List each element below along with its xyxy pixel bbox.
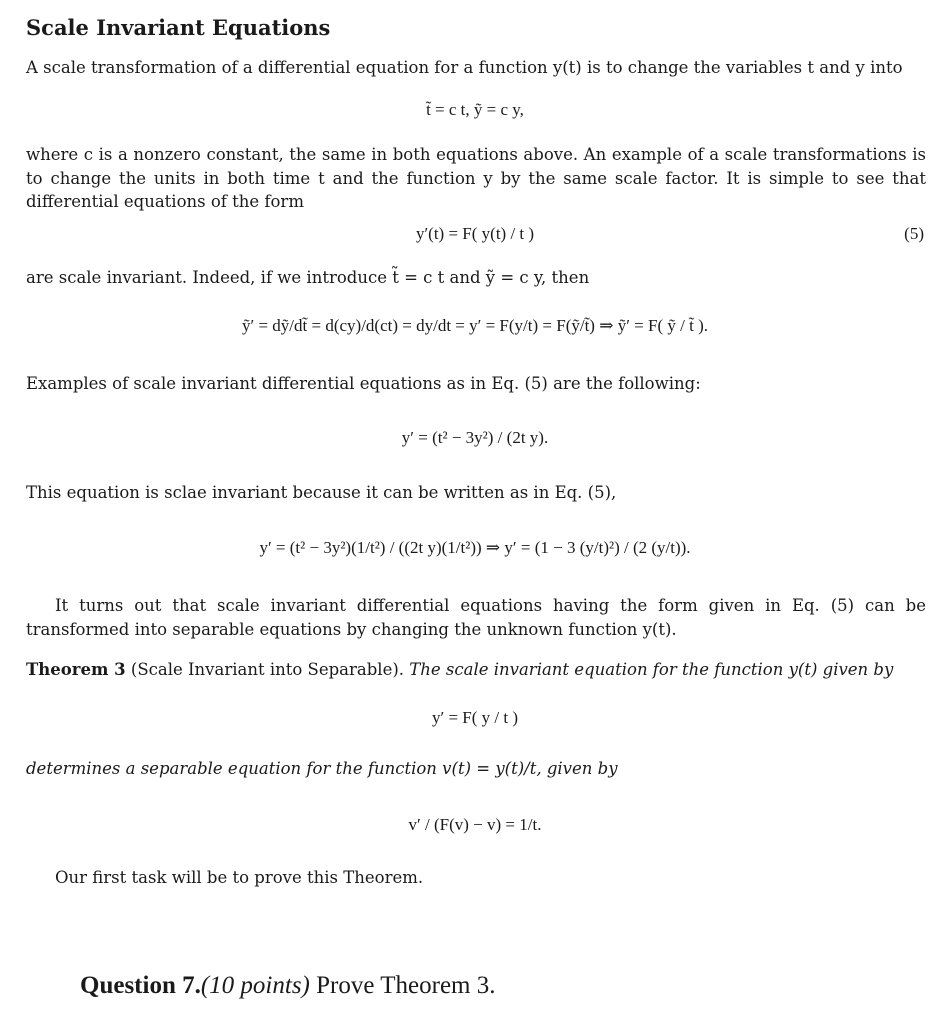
equation-separable: v′ / (F(v) − v) = 1/t.: [408, 815, 542, 834]
equation-number: (5): [904, 224, 924, 243]
equation-5: [26, 224, 924, 244]
intro-paragraph: A scale transformation of a differential equation for a function y(t) is to change the variables t and y into: [26, 58, 903, 77]
question-label: Question 7.: [80, 972, 201, 999]
equation-example: y′ = (t² − 3y²) / (2t y).: [401, 428, 549, 447]
paragraph-separable: It turns out that scale invariant differential equations having the form given in Eq. (5) can be transformed into separable equations by changing the unknown function y(t).: [26, 596, 926, 639]
theorem-statement: [26, 658, 926, 682]
question-line: [80, 972, 496, 1000]
question-points: (10 points): [200, 972, 310, 999]
equation-theorem: y′ = F( y / t ): [431, 708, 519, 727]
paragraph-rewrite: This equation is sclae invariant because it can be written as in Eq. (5),: [26, 483, 617, 502]
theorem-name: (Scale Invariant into Separable).: [130, 660, 405, 679]
theorem-text: The scale invariant equation for the function y(t) given by: [409, 660, 894, 679]
equation-chain: ỹ′ = dỹ/dt̃ = d(cy)/d(ct) = dy/dt = y′ = F(y/t) = F(ỹ/t̃) ⇒ ỹ′ = F( ỹ / t̃ ).: [241, 316, 708, 335]
equation-rewrite: y′ = (t² − 3y²)(1/t²) / ((2t y)(1/t²)) ⇒ y′ = (1 − 3 (y/t)²) / (2 (y/t)).: [259, 538, 691, 557]
paragraph-task: Our first task will be to prove this Theorem.: [55, 868, 424, 887]
section-title: Scale Invariant Equations: [26, 15, 331, 40]
paragraph-examples: Examples of scale invariant differential equations as in Eq. (5) are the following:: [26, 374, 701, 393]
question-text: Prove Theorem 3.: [316, 972, 496, 999]
paragraph-invariance: are scale invariant. Indeed, if we introduce t̃ = c t and ỹ = c y, then: [26, 268, 590, 287]
equation-5-body: y′(t) = F( y(t) / t ): [415, 224, 535, 243]
theorem-conclusion: determines a separable equation for the function v(t) = y(t)/t, given by: [26, 759, 618, 778]
theorem-label: Theorem 3: [26, 660, 126, 679]
equation-transform: t̃ = c t, ỹ = c y,: [426, 100, 524, 119]
paragraph-definition: where c is a nonzero constant, the same in both equations above. An example of a scale transformations is to change the units in both time t and the function y by the same scale factor. It is simple to see that differential equations of the form: [26, 145, 926, 211]
